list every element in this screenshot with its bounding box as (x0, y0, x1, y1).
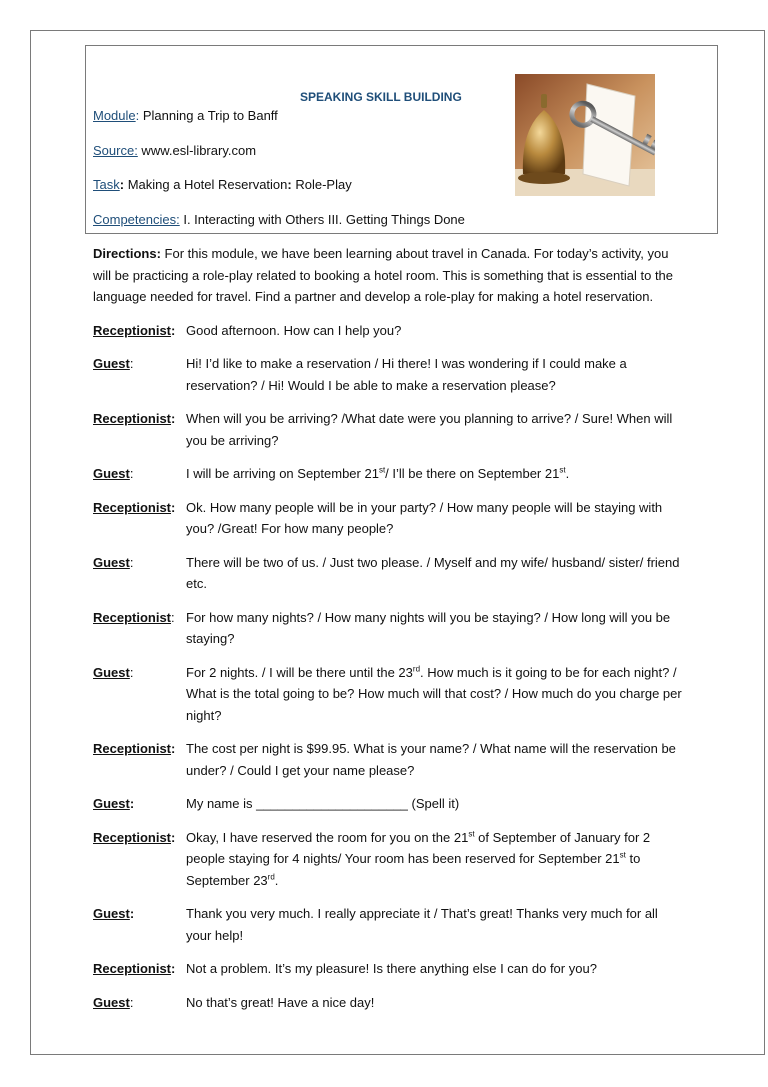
dialogue-text: Ok. How many people will be in your party? / How many people will be staying with you? /Great! For how many people? (186, 499, 663, 536)
competencies-line (93, 212, 465, 227)
speaker-suffix: : (129, 994, 134, 1010)
speaker-suffix: : (171, 741, 176, 756)
dialogue-text: No that’s great! Have a nice day! (186, 994, 375, 1010)
speaker-suffix: : (171, 499, 176, 515)
hotel-bell-and-key-photo (515, 74, 655, 196)
dialogue-text: For how many nights? / How many nights will you be staying? / How long will you be staying? (186, 609, 671, 646)
speaker-suffix: : (129, 664, 134, 680)
speaker-label: Receptionist (93, 411, 172, 426)
speaker-suffix: : (129, 356, 134, 371)
dialogue-text: For 2 nights. / I will be there until the 23rd. How much is it going to be for each night? / What is the total going to be? How much will that cost? / How much do you charge per night? (186, 664, 682, 723)
dialogue-row (93, 463, 683, 485)
speaker-label: Receptionist (93, 741, 172, 756)
speaker-label: Receptionist (93, 322, 172, 338)
speaker-label: Guest (93, 554, 130, 570)
dialogue-row (93, 793, 683, 815)
dialogue-text: I will be arriving on September 21st/ I’ll be there on September 21st. (186, 465, 570, 481)
speaker-suffix: : (171, 609, 175, 625)
dialogue-row (93, 738, 683, 781)
directions-label: Directions: (93, 246, 161, 261)
speaker-suffix: : (129, 466, 134, 481)
dialogue-text: Thank you very much. I really appreciate it / That’s great! Thanks very much for all your help! (186, 906, 658, 943)
speaker-label: Receptionist (93, 499, 172, 515)
speaker-suffix: : (171, 829, 176, 845)
dialogue-row (93, 552, 683, 595)
speaker-label: Guest (93, 466, 130, 481)
speaker-suffix: : (171, 322, 176, 338)
module-colon: : (135, 108, 140, 123)
module-value: Planning a Trip to Banff (139, 108, 278, 123)
speaker-label: Guest (93, 356, 130, 371)
dialogue-row (93, 903, 683, 946)
speaker-label: Guest (93, 796, 130, 811)
speaker-suffix: : (129, 906, 135, 921)
dialogue-row (93, 992, 683, 1014)
dialogue-text: Good afternoon. How can I help you? (186, 322, 402, 338)
dialogue-row (93, 353, 683, 396)
dialogue-text: There will be two of us. / Just two please. / Myself and my wife/ husband/ sister/ friend etc. (186, 554, 680, 591)
speaker-label: Guest (93, 664, 130, 680)
task-value-2: Role-Play (291, 177, 352, 192)
content (93, 243, 683, 1025)
dialogue-text: Not a problem. It’s my pleasure! Is there anything else I can do for you? (186, 961, 597, 976)
dialogue-row (93, 607, 683, 650)
dialogue-row (93, 320, 683, 342)
source-line (93, 143, 256, 158)
speaker-suffix: : (129, 796, 135, 811)
dialogue-text: The cost per night is $99.95. What is your name? / What name will the reservation be under? / Could I get your name please? (186, 741, 676, 778)
dialogue-text: When will you be arriving? /What date were you planning to arrive? / Sure! When will you be arriving? (186, 411, 673, 448)
directions-text: For this module, we have been learning about travel in Canada. For today’s activity, you will be practicing a role-play related to booking a hotel room. This is something that is essential to the language needed for travel. Find a partner and develop a role-play for making a hotel reservation. (93, 246, 674, 304)
speaker-label: Guest (93, 994, 130, 1010)
dialogue-text: Hi! I’d like to make a reservation / Hi there! I was wondering if I could make a reservation? / Hi! Would I be able to make a reservation please? (186, 356, 627, 393)
task-value: Making a Hotel Reservation (124, 177, 288, 192)
source-value: www.esl-library.com (137, 143, 257, 158)
dialogue-row (93, 958, 683, 980)
speaker-suffix: : (171, 961, 176, 976)
directions (93, 243, 683, 308)
task-colon-2: : (287, 177, 292, 192)
task-colon: : (119, 177, 125, 192)
dialogue-row (93, 827, 683, 892)
competencies-label: Competencies: (93, 212, 180, 227)
dialogue-row (93, 662, 683, 727)
source-label: Source: (93, 143, 138, 158)
competencies-value: I. Interacting with Others III. Getting Things Done (179, 212, 465, 227)
dialogue-text: Okay, I have reserved the room for you on the 21st of September of January for 2 people staying for 4 nights/ Your room has been reserved for September 21st to September 23rd. (186, 829, 651, 888)
page-title: SPEAKING SKILL BUILDING (300, 90, 462, 104)
speaker-suffix: : (171, 411, 176, 426)
task-label: Task (93, 177, 120, 192)
task-line (93, 177, 352, 192)
dialogue-row (93, 497, 683, 540)
speaker-label: Receptionist (93, 609, 172, 625)
dialogue-text: My name is _____________________ (Spell it) (186, 796, 460, 811)
module-label: Module (93, 108, 136, 123)
speaker-label: Receptionist (93, 829, 172, 845)
speaker-suffix: : (129, 554, 134, 570)
dialogue-row (93, 408, 683, 451)
module-line (93, 108, 278, 123)
speaker-label: Receptionist (93, 961, 172, 976)
speaker-label: Guest (93, 906, 130, 921)
